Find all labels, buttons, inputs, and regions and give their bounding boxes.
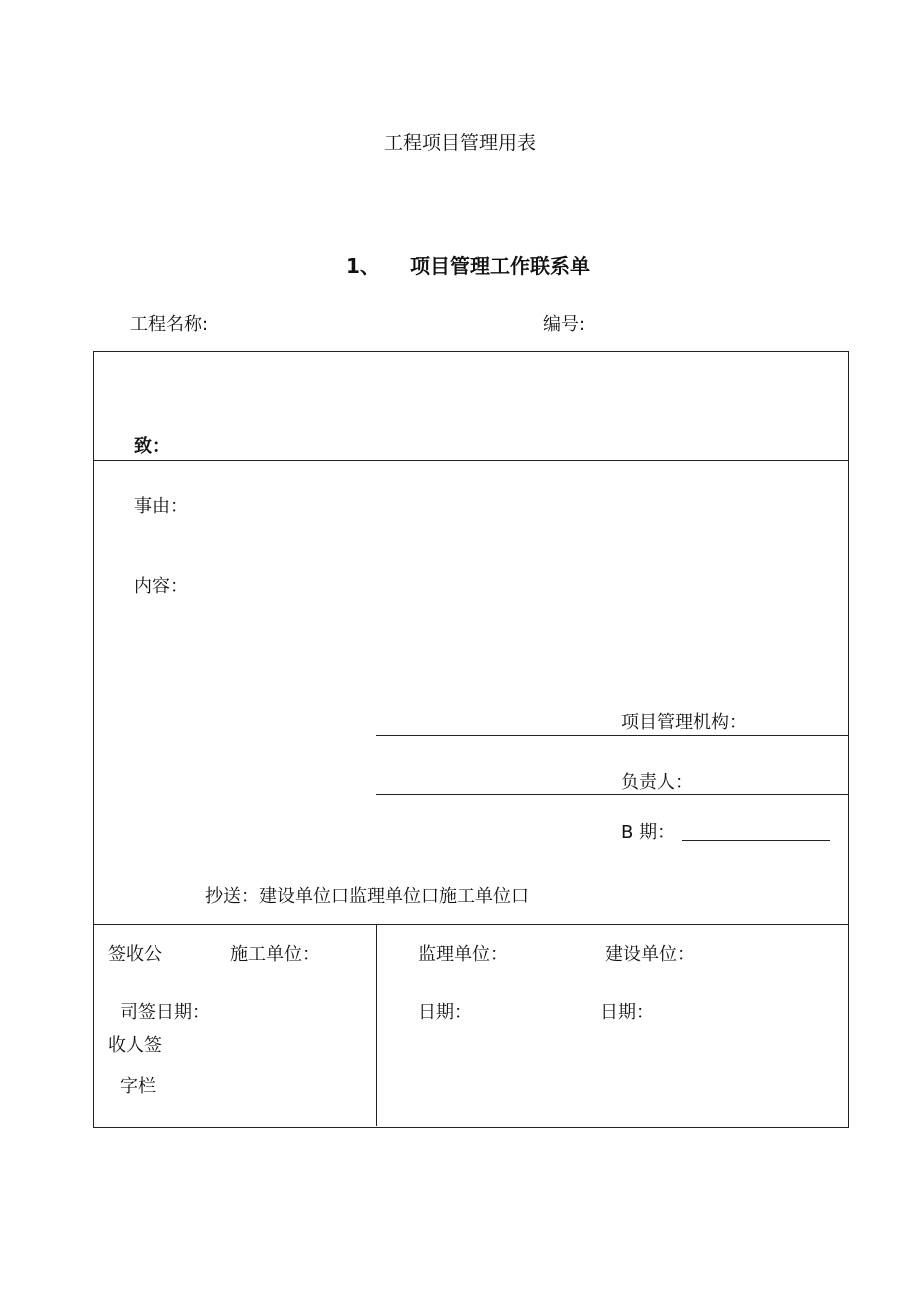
- to-label: 致：: [134, 436, 170, 457]
- owner-unit-label: 建设单位：: [605, 944, 695, 965]
- management-org-label: 项目管理机构：: [621, 712, 747, 733]
- supervision-unit-label: 监理单位：: [418, 944, 508, 965]
- serial-number-label: 编号:: [543, 314, 586, 335]
- org-signature-line: [376, 735, 848, 736]
- signoff-column-divider: [376, 924, 377, 1126]
- date-label: B 期：: [621, 822, 676, 843]
- construction-unit-label: 施工单位：: [230, 944, 320, 965]
- signoff-left-line-3: 收人签: [108, 1035, 162, 1056]
- document-title: 工程项目管理用表: [383, 132, 536, 154]
- person-in-charge-label: 负责人：: [621, 772, 693, 793]
- form-divider-signoff: [93, 924, 848, 925]
- section-title: 项目管理工作联系单: [410, 254, 590, 278]
- cc-label: 抄送：建设单位口监理单位口施工单位口: [205, 886, 529, 907]
- content-label: 内容：: [134, 576, 188, 597]
- supervision-date-label: 日期：: [418, 1002, 472, 1023]
- project-name-label: 工程名称:: [130, 314, 209, 335]
- signoff-left-line-2: 司签日期：: [120, 1002, 210, 1023]
- person-signature-line: [376, 794, 848, 795]
- signoff-left-line-4: 字栏: [120, 1076, 156, 1097]
- signoff-left-line-1: 签收公: [108, 944, 162, 965]
- date-underline: [682, 840, 830, 841]
- form-divider-to: [93, 460, 848, 461]
- section-number: 1、: [346, 254, 380, 278]
- owner-date-label: 日期：: [600, 1002, 654, 1023]
- reason-label: 事由：: [134, 496, 188, 517]
